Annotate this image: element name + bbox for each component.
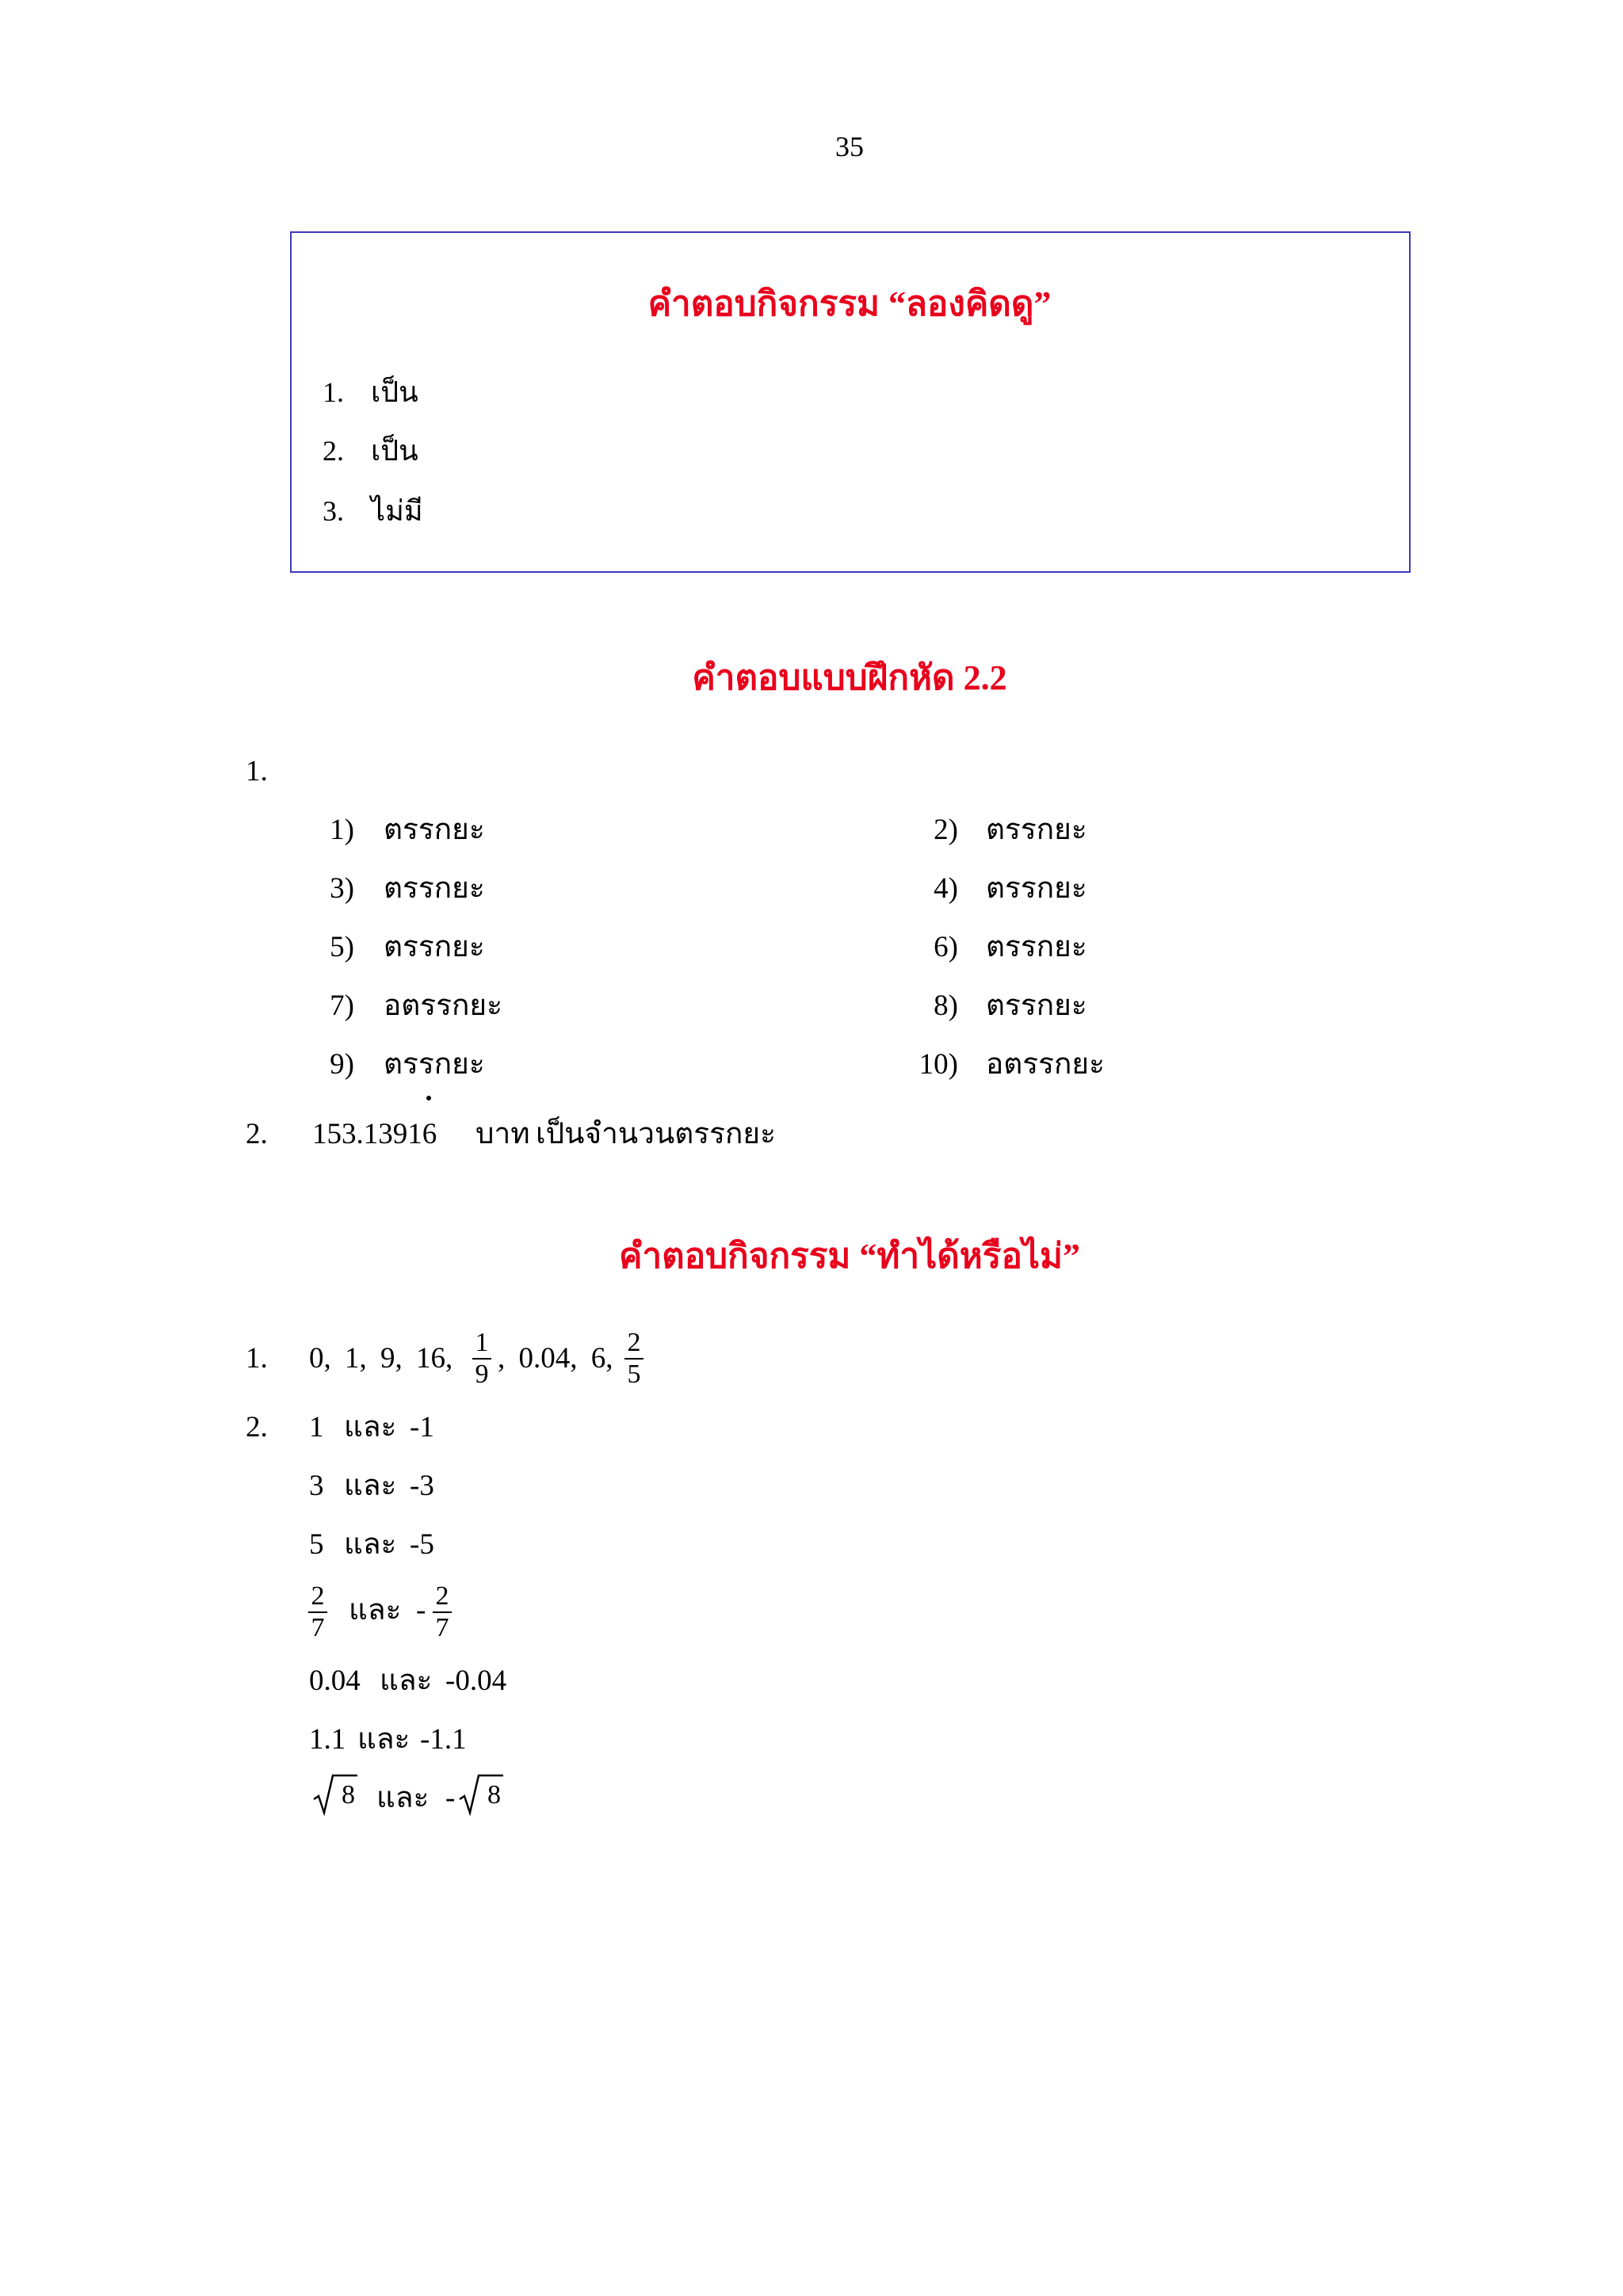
minus-sign: - bbox=[416, 1594, 426, 1627]
negative-value: -3 bbox=[410, 1470, 434, 1502]
fraction-numerator: 2 bbox=[627, 1328, 641, 1357]
question-number: 2. bbox=[246, 1411, 268, 1444]
negative-value: -1 bbox=[410, 1411, 434, 1444]
activity-answer-box bbox=[290, 231, 1411, 573]
fraction bbox=[623, 1328, 645, 1390]
repeating-dot-mark bbox=[426, 1096, 431, 1100]
answer-text: ตรรกยะ bbox=[986, 990, 1087, 1022]
positive-value: 1 bbox=[309, 1411, 324, 1444]
activity-box-title: คำตอบกิจกรรม “ลองคิดดู” bbox=[647, 284, 1052, 323]
answer-text: ตรรกยะ bbox=[384, 931, 485, 963]
fraction bbox=[431, 1581, 453, 1643]
fraction bbox=[471, 1328, 493, 1390]
positive-value: 1.1 bbox=[309, 1723, 346, 1756]
answer-text: ตรรกยะ bbox=[986, 931, 1087, 963]
positive-value: 3 bbox=[309, 1470, 324, 1502]
connector-word: และ bbox=[349, 1594, 402, 1627]
answer-number: 8) bbox=[934, 990, 958, 1022]
exercise-title: คำตอบแบบฝึกหัด 2.2 bbox=[692, 658, 1007, 697]
repeating-decimal bbox=[312, 1117, 437, 1152]
answer-text: ตรรกยะ bbox=[384, 872, 485, 905]
box-item-text: เป็น bbox=[371, 376, 418, 408]
number-list-middle: , 0.04, 6, bbox=[498, 1342, 613, 1375]
positive-value: 0.04 bbox=[309, 1665, 361, 1697]
question-number: 1. bbox=[246, 755, 268, 788]
square-root bbox=[458, 1773, 504, 1816]
answer-text: ตรรกยะ bbox=[384, 814, 485, 846]
box-item-number: 3. bbox=[323, 495, 344, 527]
connector-word: และ bbox=[344, 1470, 397, 1502]
negative-value: -0.04 bbox=[445, 1665, 507, 1697]
answer-number: 10) bbox=[918, 1048, 958, 1081]
decimal-value: 153.13916 bbox=[312, 1118, 437, 1150]
connector-word: และ bbox=[344, 1528, 397, 1561]
activity2-title: คำตอบกิจกรรม “ทำได้หรือไม่” bbox=[618, 1237, 1080, 1276]
fraction-denominator: 7 bbox=[311, 1613, 325, 1642]
answer-text: อตรรกยะ bbox=[384, 990, 502, 1022]
connector-word: และ bbox=[376, 1782, 430, 1814]
connector-word: และ bbox=[344, 1411, 397, 1444]
negative-value: -5 bbox=[410, 1528, 434, 1561]
answer-number: 6) bbox=[934, 931, 958, 963]
answer-number: 4) bbox=[934, 872, 958, 905]
box-item-number: 2. bbox=[323, 435, 344, 467]
fraction-numerator: 1 bbox=[475, 1328, 489, 1357]
radicand: 8 bbox=[487, 1780, 501, 1810]
connector-word: และ bbox=[380, 1665, 433, 1697]
answer-text: ตรรกยะ bbox=[384, 1048, 485, 1081]
radicand: 8 bbox=[342, 1780, 355, 1810]
answer-text: เป็นจำนวนตรรกยะ bbox=[536, 1118, 776, 1150]
answer-text: ตรรกยะ bbox=[986, 872, 1087, 905]
positive-value: 5 bbox=[309, 1528, 324, 1561]
fraction-denominator: 9 bbox=[475, 1360, 489, 1389]
answer-text: อตรรกยะ bbox=[986, 1048, 1105, 1081]
square-root bbox=[312, 1773, 358, 1816]
connector-word: และ bbox=[357, 1723, 411, 1756]
answer-number: 7) bbox=[330, 990, 354, 1022]
answer-number: 1) bbox=[330, 814, 354, 846]
fraction-numerator: 2 bbox=[311, 1581, 325, 1611]
answer-text: ตรรกยะ bbox=[986, 814, 1087, 846]
page-number: 35 bbox=[835, 131, 864, 162]
answer-number: 5) bbox=[330, 931, 354, 963]
answer-number: 9) bbox=[330, 1048, 354, 1081]
unit-label: บาท bbox=[475, 1118, 530, 1150]
negative-value: -1.1 bbox=[420, 1723, 467, 1756]
box-item-text: ไม่มี bbox=[371, 495, 423, 527]
answer-number: 2) bbox=[934, 814, 958, 846]
fraction-denominator: 7 bbox=[435, 1613, 449, 1642]
question-number: 2. bbox=[246, 1118, 268, 1150]
box-item-number: 1. bbox=[323, 376, 344, 408]
minus-sign: - bbox=[445, 1782, 456, 1814]
box-item-text: เป็น bbox=[371, 435, 418, 467]
fraction bbox=[307, 1581, 329, 1643]
fraction-denominator: 5 bbox=[627, 1360, 641, 1389]
question-number: 1. bbox=[246, 1342, 268, 1375]
answer-number: 3) bbox=[330, 872, 354, 905]
number-list-lead: 0, 1, 9, 16, bbox=[309, 1342, 453, 1375]
fraction-numerator: 2 bbox=[435, 1581, 449, 1611]
